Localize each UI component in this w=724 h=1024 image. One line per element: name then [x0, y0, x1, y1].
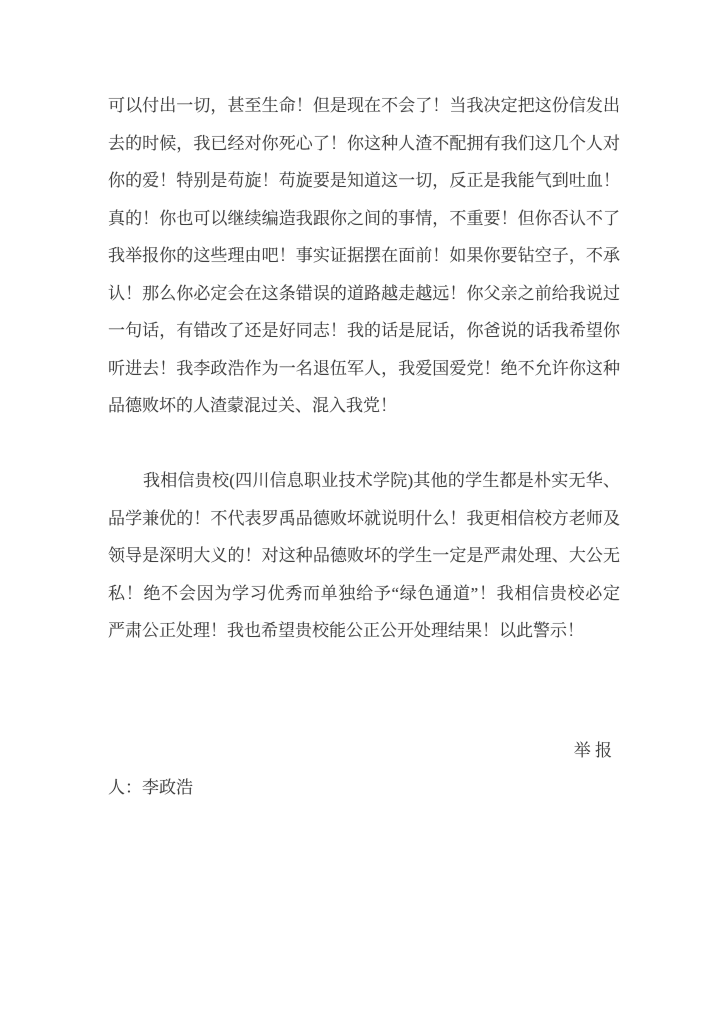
text-line: 认！那么你必定会在这条错误的道路越走越远！你父亲之前给我说过	[108, 283, 620, 303]
text-line: 品学兼优的！不代表罗禹品德败坏就说明什么！我更相信校方老师及	[108, 508, 620, 528]
text-line: 我相信贵校(四川信息职业技术学院)其他的学生都是朴实无华、	[143, 471, 620, 490]
signature-line-2: 人：李政浩	[108, 778, 193, 797]
signature-gap	[108, 650, 620, 732]
text-line: 品德败坏的人渣蒙混过关、混入我党！	[108, 396, 397, 415]
letter-paragraph-1	[108, 87, 620, 425]
text-line: 一句话，有错改了还是好同志！我的话是屁话，你爸说的话我希望你	[108, 321, 620, 340]
text-line: 严肃公正处理！我也希望贵校能公正公开处理结果！以此警示！	[108, 621, 584, 640]
text-line: 私！绝不会因为学习优秀而单独给予“绿色通道”！我相信贵校必定	[108, 583, 620, 603]
text-line: 领导是深明大义的！对这种品德败坏的学生一定是严肃处理、大公无	[108, 546, 620, 565]
paragraph-gap	[108, 425, 620, 463]
text-line: 可以付出一切，甚至生命！但是现在不会了！当我决定把这份信发出	[108, 96, 620, 115]
text-line: 你的爱！特别是苟旋！苟旋要是知道这一切，反正是我能气到吐血！	[108, 171, 620, 190]
signature-line-1: 举 报	[573, 740, 612, 760]
text-line: 真的！你也可以继续编造我跟你之间的事情，不重要！但你否认不了	[108, 208, 620, 228]
letter-paragraph-2	[108, 462, 620, 650]
text-line: 去的时候，我已经对你死心了！你这种人渣不配拥有我们这几个人对	[108, 133, 620, 153]
text-line: 我举报你的这些理由吧！事实证据摆在面前！如果你要钻空子，不承	[108, 246, 620, 265]
letter-body	[108, 87, 620, 807]
text-line: 听进去！我李政浩作为一名退伍军人，我爱国爱党！绝不允许你这种	[108, 358, 620, 378]
signature-block	[108, 732, 620, 807]
